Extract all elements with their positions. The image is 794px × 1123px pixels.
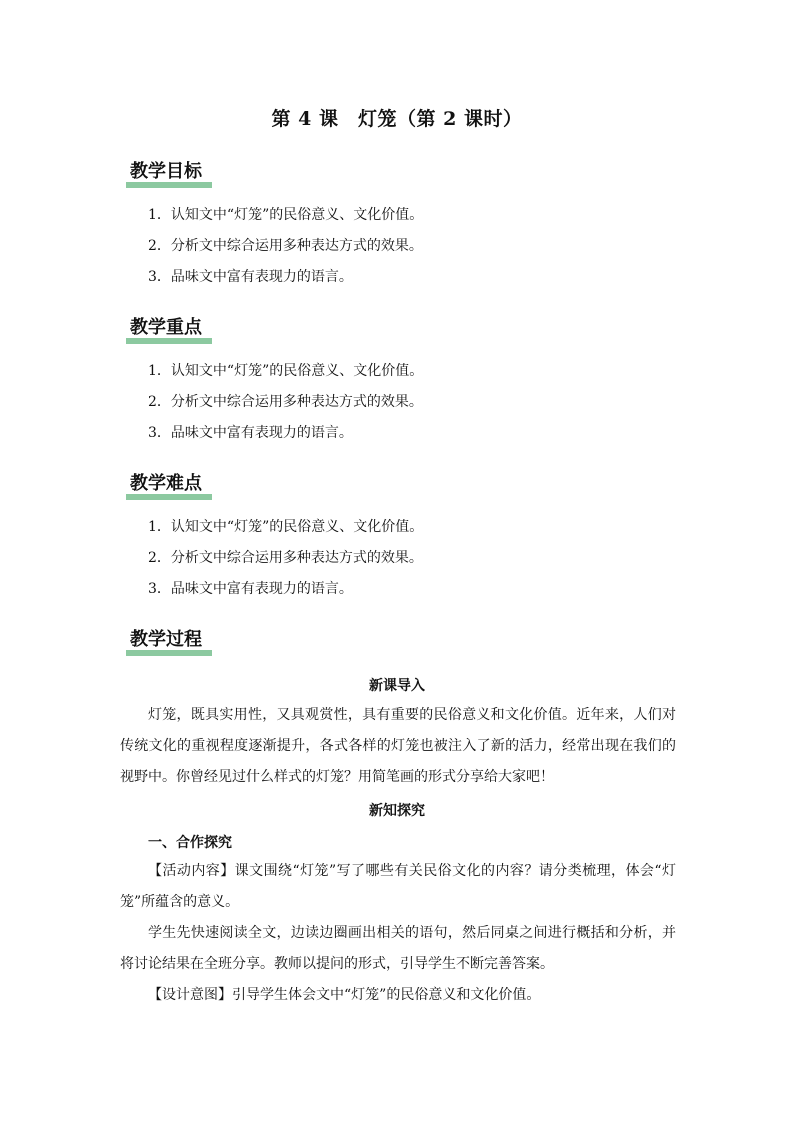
section-heading-difficulties: 教学难点 [130, 473, 202, 494]
intro-paragraph: 灯笼，既具实用性，又具观赏性，具有重要的民俗意义和文化价值。近年来，人们对传统文化的重视程度逐渐提升，各式各样的灯笼也被注入了新的活力，经常出现在我们的视野中。你曾经见过什么样式的灯笼？用简笔画的形式分享给大家吧！ [120, 707, 676, 785]
section-heading-process: 教学过程 [130, 629, 202, 650]
intro-subheading: 新课导入 [369, 678, 425, 694]
lesson-title: 第 4 课 灯笼（第 2 课时） [271, 108, 523, 130]
difficulty-item-3: 3．品味文中富有表现力的语言。 [148, 581, 353, 597]
student-paragraph: 学生先快速阅读全文，边读边圈画出相关的语句，然后同桌之间进行概括和分析，并将讨论结果在全班分享。教师以提问的形式，引导学生不断完善答案。 [120, 925, 676, 972]
section-heading-key-points: 教学重点 [130, 317, 202, 338]
explore-subheading: 新知探究 [369, 803, 425, 819]
key-point-item-2: 2．分析文中综合运用多种表达方式的效果。 [148, 394, 423, 410]
difficulty-item-2: 2．分析文中综合运用多种表达方式的效果。 [148, 550, 423, 566]
goal-item-2: 2．分析文中综合运用多种表达方式的效果。 [148, 238, 423, 254]
key-point-item-3: 3．品味文中富有表现力的语言。 [148, 425, 353, 441]
key-point-item-1: 1．认知文中“灯笼”的民俗意义、文化价值。 [148, 363, 424, 379]
goal-item-3: 3．品味文中富有表现力的语言。 [148, 269, 353, 285]
goal-item-1: 1．认知文中“灯笼”的民俗意义、文化价值。 [148, 207, 424, 223]
section-heading-goals: 教学目标 [130, 161, 202, 182]
design-paragraph: 【设计意图】引导学生体会文中“灯笼”的民俗意义和文化价值。 [148, 987, 541, 1003]
part1-heading: 一、合作探究 [148, 835, 232, 851]
difficulty-item-1: 1．认知文中“灯笼”的民俗意义、文化价值。 [148, 519, 424, 535]
activity-paragraph: 【活动内容】课文围绕“灯笼”写了哪些有关民俗文化的内容？请分类梳理，体会“灯笼”所蕴含的意义。 [120, 863, 676, 910]
